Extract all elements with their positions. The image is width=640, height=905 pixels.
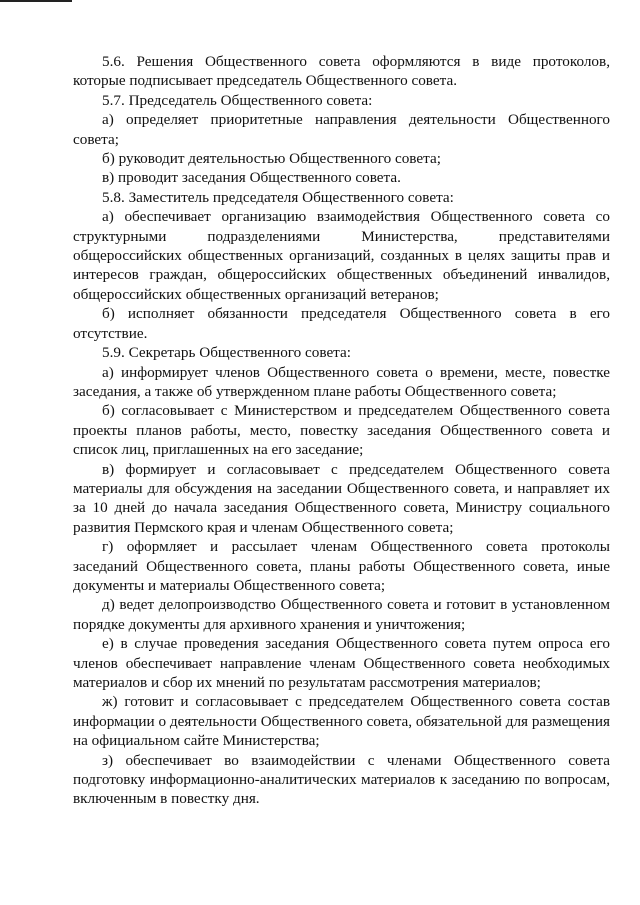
paragraph-5-8-a: а) обеспечивает организацию взаимодействия Общественного совета со структурными подразделениями Министерства, представителями общероссийских общественных организаций, созданных в целях защиты прав и интересов граждан, общероссийских общественных объединений инвалидов, общероссийских общественных организаций ветеранов;: [73, 208, 610, 303]
paragraph-5-9-e: д) ведет делопроизводство Общественного совета и готовит в установленном порядке документы для архивного хранения и уничтожения;: [73, 596, 610, 633]
paragraph-5-9-b: б) согласовывает с Министерством и председателем Общественного совета проекты планов работы, место, повестку заседания Общественного совета и список лиц, приглашенных на его заседание;: [73, 402, 610, 459]
paragraph-5-6: 5.6. Решения Общественного совета оформляются в виде протоколов, которые подписывает председатель Общественного совета.: [73, 53, 610, 90]
paragraph-5-7-c: в) проводит заседания Общественного совета.: [102, 169, 401, 187]
paragraph-5-9-a: а) информирует членов Общественного совета о времени, месте, повестке заседания, а также об утвержденном плане работы Общественного совета;: [73, 363, 610, 400]
paragraph-5-7-heading: 5.7. Председатель Общественного совета:: [102, 91, 373, 109]
paragraph-5-7-a: а) определяет приоритетные направления деятельности Общественного совета;: [73, 111, 610, 148]
document-body: [73, 52, 610, 809]
paragraph-5-7-b: б) руководит деятельностью Общественного совета;: [102, 150, 441, 168]
paragraph-5-9-g: ж) готовит и согласовывает с председателем Общественного совета состав информации о деятельности Общественного совета, обязательной для размещения на официальном сайте Министерства;: [73, 693, 610, 750]
paragraph-5-9-d: г) оформляет и рассылает членам Общественного совета протоколы заседаний Общественного совета, планы работы Общественного совета, иные документы и материалы Общественного совета;: [73, 538, 610, 594]
paragraph-5-9-f: е) в случае проведения заседания Общественного совета путем опроса его членов обеспечивает направление членам Общественного совета необходимых материалов и сбор их мнений по результатам рассмотрения материалов;: [73, 635, 610, 691]
page-top-rule: [0, 0, 72, 2]
paragraph-5-9-heading: 5.9. Секретарь Общественного совета:: [102, 344, 351, 362]
paragraph-5-9-h: з) обеспечивает во взаимодействии с членами Общественного совета подготовку информационно-аналитических материалов к заседанию по вопросам, включенным в повестку дня.: [73, 751, 610, 808]
paragraph-5-9-c: в) формирует и согласовывает с председателем Общественного совета материалы для обсуждения на заседании Общественного совета, и направляет их за 10 дней до начала заседания Общественного совета, Министру социального развития Пермского края и членам Общественного совета;: [73, 460, 610, 536]
paragraph-5-8-b: б) исполняет обязанности председателя Общественного совета в его отсутствие.: [73, 305, 610, 342]
paragraph-5-8-heading: 5.8. Заместитель председателя Общественного совета:: [102, 188, 454, 206]
